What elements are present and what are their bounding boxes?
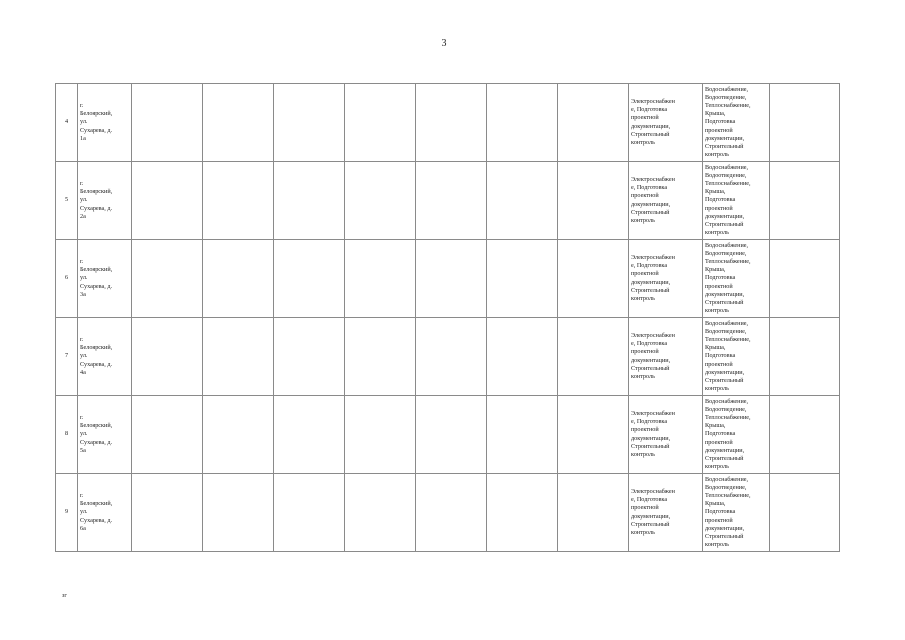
works-line: контроль (631, 528, 655, 536)
works-line: Крыша, (705, 266, 726, 274)
works-line: Водоотведение, (705, 93, 747, 101)
address-cell (78, 474, 132, 552)
works-line: Подготовка (705, 274, 736, 282)
row-number: 4 (56, 84, 78, 162)
works-line: Подготовка (705, 118, 736, 126)
address-line: г. (80, 179, 84, 187)
works-line: Теплоснабжение, (705, 413, 751, 421)
works-line: Крыша, (705, 188, 726, 196)
works-line: проектной (705, 516, 733, 524)
works-line: контроль (631, 450, 655, 458)
table-row (56, 318, 840, 396)
address-line: Белоярский, (80, 344, 113, 352)
works-line: Теплоснабжение, (705, 491, 751, 499)
table-row (56, 240, 840, 318)
works-line: Подготовка (705, 196, 736, 204)
works-line: Строительный (705, 299, 744, 306)
works-line: документации, (705, 290, 745, 298)
works-line: Водоснабжение, (705, 163, 749, 171)
works-line: е, Подготовка (631, 340, 668, 348)
works-line: Подготовка (705, 430, 736, 438)
empty-cell (203, 84, 274, 162)
empty-cell (274, 318, 345, 396)
works-line: е, Подготовка (631, 184, 668, 192)
empty-cell (770, 84, 840, 162)
empty-cell (132, 474, 203, 552)
address-line: ул. (80, 118, 88, 126)
works-cell-electric (629, 240, 703, 318)
works-line: Электроснабжен (631, 409, 675, 417)
empty-cell (345, 162, 416, 240)
works-line: проектной (705, 204, 733, 212)
works-line: Строительный (631, 520, 670, 528)
works-line: проектной (631, 504, 659, 512)
empty-cell (132, 318, 203, 396)
works-line: Строительный (631, 130, 670, 138)
works-line: Водоотведение, (705, 327, 747, 335)
empty-cell (416, 84, 487, 162)
works-line: документации, (705, 524, 745, 532)
works-line: контроль (631, 372, 655, 380)
works-line: документации, (705, 134, 745, 142)
works-line: документации, (705, 446, 745, 454)
works-line: контроль (705, 229, 729, 237)
works-line: проектной (631, 348, 659, 356)
works-line: Водоснабжение, (705, 397, 749, 405)
empty-cell (487, 162, 558, 240)
address-line: ул. (80, 430, 88, 438)
empty-cell (345, 240, 416, 318)
works-line: е, Подготовка (631, 418, 668, 426)
works-line: проектной (705, 126, 733, 134)
address-line: ул. (80, 508, 88, 516)
works-line: Теплоснабжение, (705, 257, 751, 265)
works-cell-utilities (703, 396, 770, 474)
works-line: контроль (705, 151, 729, 159)
works-line: документации, (631, 278, 671, 286)
address-line: Белоярский, (80, 110, 113, 118)
works-line: Строительный (705, 455, 744, 462)
works-line: проектной (631, 270, 659, 278)
empty-cell (558, 162, 629, 240)
address-line: г. (80, 257, 84, 265)
address-line: Сухарева, д. (80, 204, 113, 212)
address-line: г. (80, 413, 84, 421)
empty-cell (416, 318, 487, 396)
empty-cell (770, 474, 840, 552)
address-line: 5а (80, 446, 86, 454)
works-line: е, Подготовка (631, 496, 668, 504)
works-line: контроль (631, 216, 655, 224)
address-line: г. (80, 335, 84, 343)
works-line: Водоснабжение, (705, 475, 749, 483)
works-line: контроль (705, 307, 729, 315)
empty-cell (770, 240, 840, 318)
row-number: 6 (56, 240, 78, 318)
works-line: Подготовка (705, 352, 736, 360)
address-line: г. (80, 491, 84, 499)
empty-cell (345, 474, 416, 552)
works-line: Водоотведение, (705, 405, 747, 413)
empty-cell (416, 396, 487, 474)
empty-cell (558, 396, 629, 474)
empty-cell (274, 474, 345, 552)
empty-cell (558, 318, 629, 396)
works-line: Строительный (705, 143, 744, 150)
address-line: ул. (80, 352, 88, 360)
empty-cell (487, 318, 558, 396)
table-row (56, 162, 840, 240)
empty-cell (203, 240, 274, 318)
table-row (56, 474, 840, 552)
empty-cell (274, 84, 345, 162)
row-number: 9 (56, 474, 78, 552)
address-line: Белоярский, (80, 422, 113, 430)
works-line: Водоотведение, (705, 249, 747, 257)
works-line: е, Подготовка (631, 106, 668, 114)
works-line: Теплоснабжение, (705, 179, 751, 187)
works-line: проектной (705, 438, 733, 446)
empty-cell (203, 318, 274, 396)
empty-cell (487, 240, 558, 318)
works-line: Строительный (631, 286, 670, 294)
works-line: Электроснабжен (631, 253, 675, 261)
address-cell (78, 84, 132, 162)
works-line: контроль (705, 541, 729, 549)
address-cell (78, 318, 132, 396)
works-line: проектной (705, 282, 733, 290)
works-line: Крыша, (705, 422, 726, 430)
empty-cell (132, 240, 203, 318)
empty-cell (487, 474, 558, 552)
row-number: 7 (56, 318, 78, 396)
works-cell-electric (629, 84, 703, 162)
works-line: Водоснабжение, (705, 85, 749, 93)
works-line: Водоснабжение, (705, 319, 749, 327)
works-line: Электроснабжен (631, 487, 675, 495)
works-line: Крыша, (705, 110, 726, 118)
empty-cell (274, 240, 345, 318)
works-line: Водоотведение, (705, 171, 747, 179)
empty-cell (345, 318, 416, 396)
works-cell-utilities (703, 84, 770, 162)
works-line: Строительный (631, 442, 670, 450)
empty-cell (345, 84, 416, 162)
works-line: документации, (631, 122, 671, 130)
works-table (55, 83, 840, 552)
empty-cell (132, 396, 203, 474)
works-line: документации, (631, 200, 671, 208)
address-line: Белоярский, (80, 188, 113, 196)
empty-cell (770, 318, 840, 396)
empty-cell (487, 84, 558, 162)
empty-cell (487, 396, 558, 474)
works-line: Электроснабжен (631, 175, 675, 183)
works-line: контроль (705, 385, 729, 393)
works-line: Подготовка (705, 508, 736, 516)
page-number: 3 (441, 38, 447, 49)
works-line: Электроснабжен (631, 331, 675, 339)
works-line: Строительный (705, 377, 744, 384)
empty-cell (770, 396, 840, 474)
works-cell-electric (629, 474, 703, 552)
footer-mark: зг (62, 593, 67, 599)
empty-cell (558, 84, 629, 162)
empty-cell (274, 162, 345, 240)
works-line: е, Подготовка (631, 262, 668, 270)
row-number: 5 (56, 162, 78, 240)
works-line: документации, (631, 356, 671, 364)
table-body (56, 84, 840, 552)
address-line: ул. (80, 274, 88, 282)
address-line: 3а (80, 290, 86, 298)
address-line: 2а (80, 212, 86, 220)
works-cell-electric (629, 318, 703, 396)
works-line: Теплоснабжение, (705, 335, 751, 343)
empty-cell (203, 474, 274, 552)
row-number: 8 (56, 396, 78, 474)
address-line: Белоярский, (80, 266, 113, 274)
empty-cell (416, 474, 487, 552)
works-line: Крыша, (705, 500, 726, 508)
works-line: контроль (631, 138, 655, 146)
empty-cell (558, 474, 629, 552)
works-line: проектной (631, 192, 659, 200)
empty-cell (558, 240, 629, 318)
address-line: г. (80, 101, 84, 109)
works-cell-utilities (703, 318, 770, 396)
address-cell (78, 240, 132, 318)
works-line: проектной (631, 426, 659, 434)
empty-cell (416, 240, 487, 318)
works-line: документации, (705, 368, 745, 376)
works-line: Строительный (705, 221, 744, 228)
address-cell (78, 396, 132, 474)
empty-cell (132, 84, 203, 162)
works-line: документации, (705, 212, 745, 220)
table-row (56, 396, 840, 474)
works-cell-electric (629, 396, 703, 474)
works-cell-utilities (703, 474, 770, 552)
works-line: Строительный (705, 533, 744, 540)
works-line: проектной (631, 114, 659, 122)
address-line: Сухарева, д. (80, 126, 113, 134)
table-row (56, 84, 840, 162)
address-line: Сухарева, д. (80, 282, 113, 290)
empty-cell (345, 396, 416, 474)
works-line: контроль (705, 463, 729, 471)
empty-cell (416, 162, 487, 240)
works-line: Строительный (631, 364, 670, 372)
works-line: Электроснабжен (631, 97, 675, 105)
address-line: Сухарева, д. (80, 516, 113, 524)
empty-cell (203, 162, 274, 240)
address-line: Белоярский, (80, 500, 113, 508)
works-cell-utilities (703, 240, 770, 318)
works-line: Крыша, (705, 344, 726, 352)
works-line: документации, (631, 434, 671, 442)
address-line: 1а (80, 134, 86, 142)
works-cell-utilities (703, 162, 770, 240)
works-line: Водоснабжение, (705, 241, 749, 249)
empty-cell (203, 396, 274, 474)
address-cell (78, 162, 132, 240)
address-line: 4а (80, 368, 86, 376)
empty-cell (274, 396, 345, 474)
address-line: Сухарева, д. (80, 360, 113, 368)
empty-cell (770, 162, 840, 240)
address-line: 6а (80, 524, 86, 532)
works-line: проектной (705, 360, 733, 368)
works-line: контроль (631, 294, 655, 302)
works-line: Строительный (631, 208, 670, 216)
address-line: ул. (80, 196, 88, 204)
works-cell-electric (629, 162, 703, 240)
works-line: Теплоснабжение, (705, 101, 751, 109)
works-line: документации, (631, 512, 671, 520)
address-line: Сухарева, д. (80, 438, 113, 446)
empty-cell (132, 162, 203, 240)
works-line: Водоотведение, (705, 483, 747, 491)
